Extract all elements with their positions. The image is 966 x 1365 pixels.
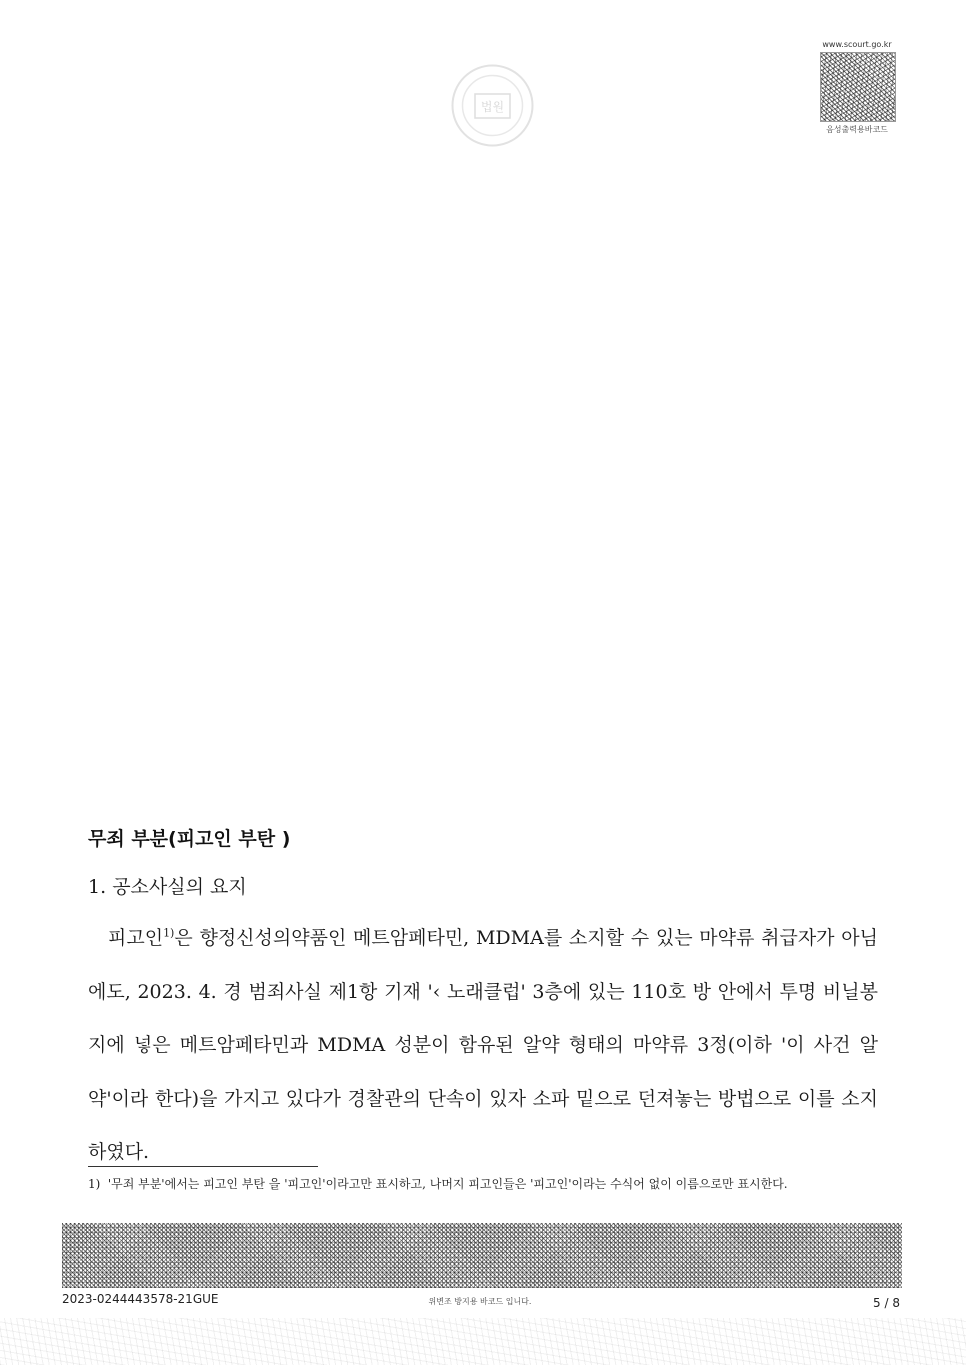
footnote-number: 1) bbox=[88, 1177, 101, 1191]
qr-code bbox=[820, 52, 896, 122]
body-text-start: 피고인 bbox=[108, 927, 164, 949]
body-paragraph bbox=[88, 912, 878, 1180]
footnote-text: '무죄 부분'에서는 피고인 부탄 을 '피고인'이라고만 표시하고, 나머지 피고인들은 '피고인'이라는 수식어 없이 이름으로만 표시한다. bbox=[107, 1177, 788, 1191]
sub-heading-number: 1. bbox=[88, 876, 107, 898]
sub-heading-text: 공소사실의 요지 bbox=[112, 876, 247, 898]
footnote-divider bbox=[88, 1166, 318, 1167]
footnote bbox=[88, 1176, 888, 1193]
page-number: 5 / 8 bbox=[873, 1296, 900, 1310]
anti-forgery-barcode bbox=[62, 1223, 902, 1288]
qr-url: www.scourt.go.kr bbox=[822, 40, 892, 49]
body-text-rest: 은 향정신성의약품인 메트암페타민, MDMA를 소지할 수 있는 마약류 취급자가 아님에도, 2023. 4. 경 범죄사실 제1항 기재 '‹ 노래클럽' 3층에 있는 110호 방 안에서 투명 비닐봉지에 넣은 메트암페타민과 MDMA 성분이 함유된 알약 형태의 마약류 3정(이하 '이 사건 알약'이라 한다)을 가지고 있다가 경찰관의 단속이 있자 소파 밑으로 던져놓는 방법으로 이를 소지하였다. bbox=[88, 927, 878, 1163]
sub-heading bbox=[88, 872, 247, 899]
section-title: 무죄 부분(피고인 부탄 ) bbox=[88, 828, 291, 850]
footnote-ref: 1) bbox=[163, 926, 175, 940]
court-seal-watermark bbox=[445, 58, 540, 153]
barcode-caption: 위변조 방지용 바코드 입니다. bbox=[428, 1297, 532, 1306]
scan-noise bbox=[0, 1318, 966, 1365]
svg-text:법원: 법원 bbox=[480, 100, 505, 114]
qr-caption: 음성출력용바코드 bbox=[826, 125, 888, 134]
document-id: 2023-0244443578-21GUE bbox=[62, 1292, 219, 1306]
